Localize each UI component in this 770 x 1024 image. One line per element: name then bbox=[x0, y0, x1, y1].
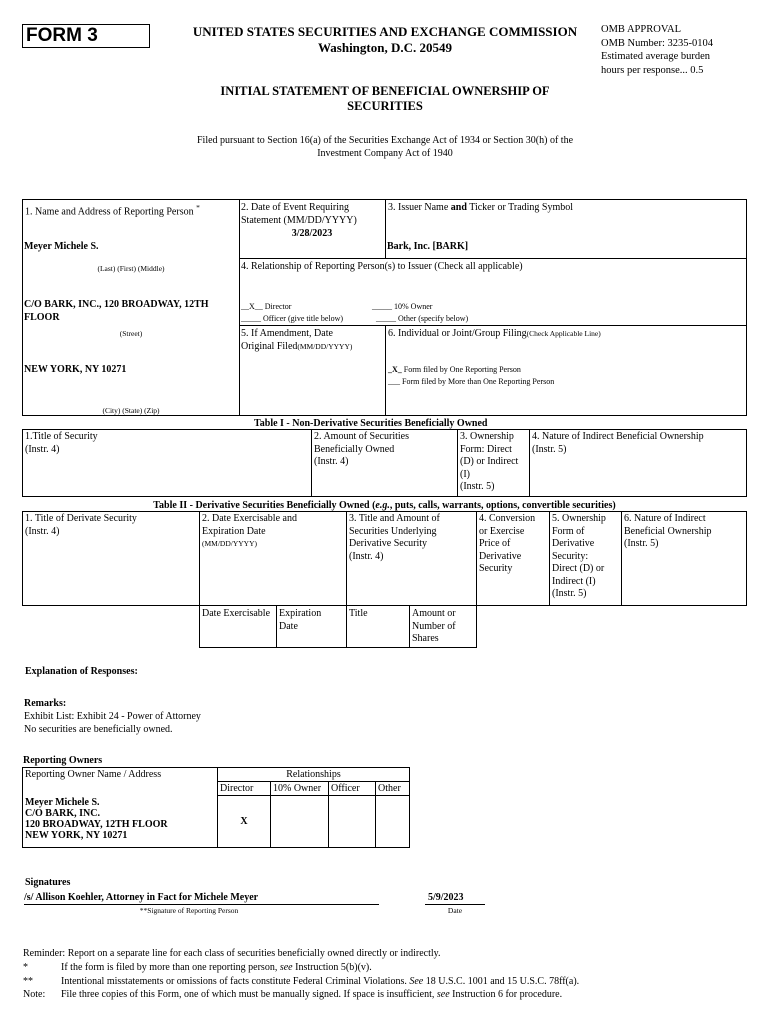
rel-col-officer: Officer bbox=[329, 782, 376, 796]
col-line: (Instr. 4) bbox=[314, 456, 349, 467]
col-line: 6. Nature of Indirect bbox=[624, 513, 706, 524]
owner-line: C/O BARK, INC. bbox=[25, 807, 101, 819]
ten-pct-mark bbox=[271, 796, 329, 848]
divider bbox=[346, 511, 347, 648]
divider bbox=[457, 429, 458, 497]
rel-col-ten-pct: 10% Owner bbox=[271, 782, 329, 796]
other-mark bbox=[376, 796, 410, 848]
col-line: (D) or Indirect bbox=[460, 456, 519, 467]
remarks-line: No securities are beneficially owned. bbox=[24, 724, 173, 735]
reporting-person-city: NEW YORK, NY 10271 bbox=[24, 364, 127, 375]
col-line: (Instr. 5) bbox=[552, 588, 587, 599]
signature-hint: **Signature of Reporting Person bbox=[139, 906, 239, 915]
ten-percent-owner-checkbox[interactable]: _____ 10% Owner bbox=[372, 302, 433, 311]
t2-col-title bbox=[25, 513, 137, 538]
issuer-name: Bark, Inc. [BARK] bbox=[387, 241, 469, 252]
filed-pursuant bbox=[160, 134, 610, 160]
box5-label-line: Original Filed(MM/DD/YYYY) bbox=[241, 340, 353, 352]
t1-col-title bbox=[25, 431, 98, 456]
t1-col-ownership bbox=[460, 431, 518, 494]
relationships-header: Relationships bbox=[218, 768, 410, 782]
sub-date-exercisable: Date Exercisable bbox=[202, 608, 271, 619]
t2-col-underlying bbox=[349, 513, 440, 563]
col-line: 5. Ownership bbox=[552, 513, 606, 524]
owner-line: Meyer Michele S. bbox=[25, 796, 100, 808]
col-line: 4. Conversion bbox=[479, 513, 536, 524]
col-line: Price of bbox=[479, 538, 511, 549]
director-mark: X bbox=[218, 796, 271, 848]
footnote-2: ** Intentional misstatements or omissions of facts constitute Federal Criminal Violations. See 18 U.S.C. 1001 and 15 U.S.C. 78ff(a). bbox=[23, 976, 580, 987]
col-line: 1.Title of Security bbox=[25, 431, 98, 442]
t2-col-nature bbox=[624, 513, 711, 551]
reporting-person-name: Meyer Michele S. bbox=[24, 241, 99, 252]
t1-col-nature bbox=[532, 431, 704, 456]
col-line: Derivative Security bbox=[349, 538, 428, 549]
agency-name: UNITED STATES SECURITIES AND EXCHANGE COMMISSION bbox=[192, 24, 578, 39]
col-line: Form: Direct bbox=[460, 443, 512, 455]
footnote-1: * If the form is filed by more than one reporting person, see Instruction 5(b)(v). bbox=[23, 962, 372, 973]
rel-col-director: Director bbox=[218, 782, 271, 796]
reporting-owners-table bbox=[22, 767, 410, 848]
box5-label bbox=[241, 328, 384, 353]
table2-caption: Table II - Derivative Securities Beneficially Owned (e.g., puts, calls, warrants, options, convertible securities) bbox=[153, 500, 616, 511]
box1-label: 1. Name and Address of Reporting Person * bbox=[25, 203, 200, 218]
other-checkbox[interactable]: _____ Other (specify below) bbox=[376, 314, 469, 323]
divider bbox=[276, 606, 277, 648]
signature: /s/ Allison Koehler, Attorney in Fact for Michele Meyer bbox=[24, 892, 259, 903]
divider bbox=[239, 258, 747, 259]
form-label: FORM 3 bbox=[22, 24, 150, 48]
title-line: INITIAL STATEMENT OF BENEFICIAL OWNERSHIP OF bbox=[220, 84, 550, 98]
col-line: Form of bbox=[552, 525, 585, 537]
divider bbox=[199, 647, 477, 648]
name-hint: (Last) (First) (Middle) bbox=[97, 264, 165, 273]
title-line: SECURITIES bbox=[347, 99, 423, 113]
omb-line: Estimated average burden bbox=[601, 51, 711, 62]
remarks-heading: Remarks: bbox=[24, 698, 67, 709]
col-line: (Instr. 4) bbox=[25, 525, 60, 537]
street-hint: (Street) bbox=[119, 329, 143, 338]
owner-name-header: Reporting Owner Name / Address bbox=[23, 768, 218, 796]
form-title bbox=[190, 84, 580, 114]
box2-label-line: Statement (MM/DD/YYYY) bbox=[241, 214, 357, 226]
omb-approval bbox=[601, 23, 761, 77]
officer-checkbox[interactable]: _____ Officer (give title below) bbox=[241, 314, 344, 323]
col-line: Expiration Date bbox=[202, 525, 266, 537]
col-line: Derivative bbox=[479, 550, 522, 562]
divider bbox=[476, 511, 477, 606]
omb-line: OMB APPROVAL bbox=[601, 24, 682, 35]
sub-amount: Amount or Number of Shares bbox=[412, 608, 456, 644]
col-line: Derivative bbox=[552, 538, 595, 549]
t2-col-ownership bbox=[552, 513, 606, 601]
director-checkbox[interactable]: __X__ Director bbox=[241, 302, 292, 311]
col-line: (Instr. 4) bbox=[349, 550, 384, 562]
divider bbox=[549, 511, 550, 606]
omb-line: OMB Number: 3235-0104 bbox=[601, 37, 713, 49]
col-line: Securities Underlying bbox=[349, 525, 437, 537]
multiple-persons-option[interactable]: ___ Form filed by More than One Reporting Person bbox=[388, 377, 555, 386]
explanation-heading: Explanation of Responses: bbox=[25, 666, 138, 677]
remarks-line: Exhibit List: Exhibit 24 - Power of Attorney bbox=[24, 711, 201, 722]
col-line: Direct (D) or bbox=[552, 563, 605, 574]
col-line: 2. Date Exercisable and bbox=[202, 513, 297, 524]
owner-info bbox=[23, 796, 218, 848]
sub-expiration-date: Expiration Date bbox=[279, 608, 322, 632]
date-hint: Date bbox=[447, 906, 463, 915]
one-person-option[interactable]: _X_ Form filed by One Reporting Person bbox=[388, 365, 521, 374]
agency-location: Washington, D.C. 20549 bbox=[318, 40, 452, 55]
col-line: 1. Title of Derivate Security bbox=[25, 513, 137, 524]
box3-label: 3. Issuer Name and Ticker or Trading Symbol bbox=[388, 202, 574, 213]
officer-mark bbox=[329, 796, 376, 848]
t2-col-conversion bbox=[479, 513, 535, 576]
agency-header bbox=[170, 24, 600, 56]
footnote-3: Note: File three copies of this Form, one of which must be manually signed. If space is insufficient, see Instruction 6 for procedure. bbox=[23, 989, 563, 1000]
col-line: Beneficial Ownership bbox=[624, 525, 712, 537]
reporting-person-street: C/O BARK, INC., 120 BROADWAY, 12TH FLOOR bbox=[24, 299, 209, 323]
table1-caption: Table I - Non-Derivative Securities Beneficially Owned bbox=[254, 418, 488, 429]
col-line: (I) bbox=[460, 468, 470, 480]
t1-col-amount bbox=[314, 431, 409, 469]
filed-line: Filed pursuant to Section 16(a) of the Securities Exchange Act of 1934 or Section 30(h) of the bbox=[196, 135, 574, 146]
box4-label: 4. Relationship of Reporting Person(s) to Issuer (Check all applicable) bbox=[241, 261, 523, 272]
divider bbox=[199, 606, 200, 648]
owners-heading: Reporting Owners bbox=[23, 755, 103, 766]
signatures-heading: Signatures bbox=[25, 877, 71, 888]
owner-line: 120 BROADWAY, 12TH FLOOR bbox=[25, 818, 168, 830]
divider bbox=[476, 606, 477, 648]
col-line: Security: bbox=[552, 550, 589, 562]
event-date: 3/28/2023 bbox=[291, 228, 333, 239]
col-line: (MM/DD/YYYY) bbox=[202, 539, 257, 548]
col-line: or Exercise bbox=[479, 525, 525, 537]
col-line: 4. Nature of Indirect Beneficial Ownership bbox=[532, 431, 704, 442]
box5-label-line: 5. If Amendment, Date bbox=[241, 328, 333, 339]
col-line: (Instr. 5) bbox=[532, 443, 567, 455]
divider bbox=[621, 511, 622, 606]
col-line: 3. Title and Amount of bbox=[349, 513, 440, 524]
rel-col-other: Other bbox=[376, 782, 410, 796]
owner-line: NEW YORK, NY 10271 bbox=[25, 829, 128, 841]
divider bbox=[311, 429, 312, 497]
filed-line: Investment Company Act of 1940 bbox=[317, 148, 453, 159]
col-line: 2. Amount of Securities bbox=[314, 431, 409, 442]
col-line: (Instr. 5) bbox=[624, 538, 659, 549]
divider bbox=[199, 511, 200, 606]
divider bbox=[529, 429, 530, 497]
t2-col-dates bbox=[202, 513, 297, 551]
sub-title: Title bbox=[349, 608, 368, 619]
divider bbox=[385, 325, 386, 416]
reminder: Reminder: Report on a separate line for each class of securities beneficially owned directly or indirectly. bbox=[23, 948, 441, 959]
box6-label: 6. Individual or Joint/Group Filing(Check Applicable Line) bbox=[388, 328, 601, 339]
col-line: 3. Ownership bbox=[460, 431, 514, 442]
divider bbox=[409, 606, 410, 648]
box2-label-line: 2. Date of Event Requiring bbox=[241, 202, 350, 213]
col-line: (Instr. 5) bbox=[460, 481, 495, 492]
box2-label bbox=[241, 202, 384, 227]
col-line: Beneficially Owned bbox=[314, 443, 395, 455]
col-line: Security bbox=[479, 563, 513, 574]
col-line: Indirect (I) bbox=[552, 575, 596, 587]
signature-date: 5/9/2023 bbox=[428, 892, 464, 903]
omb-line: hours per response... 0.5 bbox=[601, 64, 704, 76]
divider bbox=[385, 199, 386, 258]
city-hint: (City) (State) (Zip) bbox=[102, 406, 160, 415]
col-line: (Instr. 4) bbox=[25, 443, 60, 455]
